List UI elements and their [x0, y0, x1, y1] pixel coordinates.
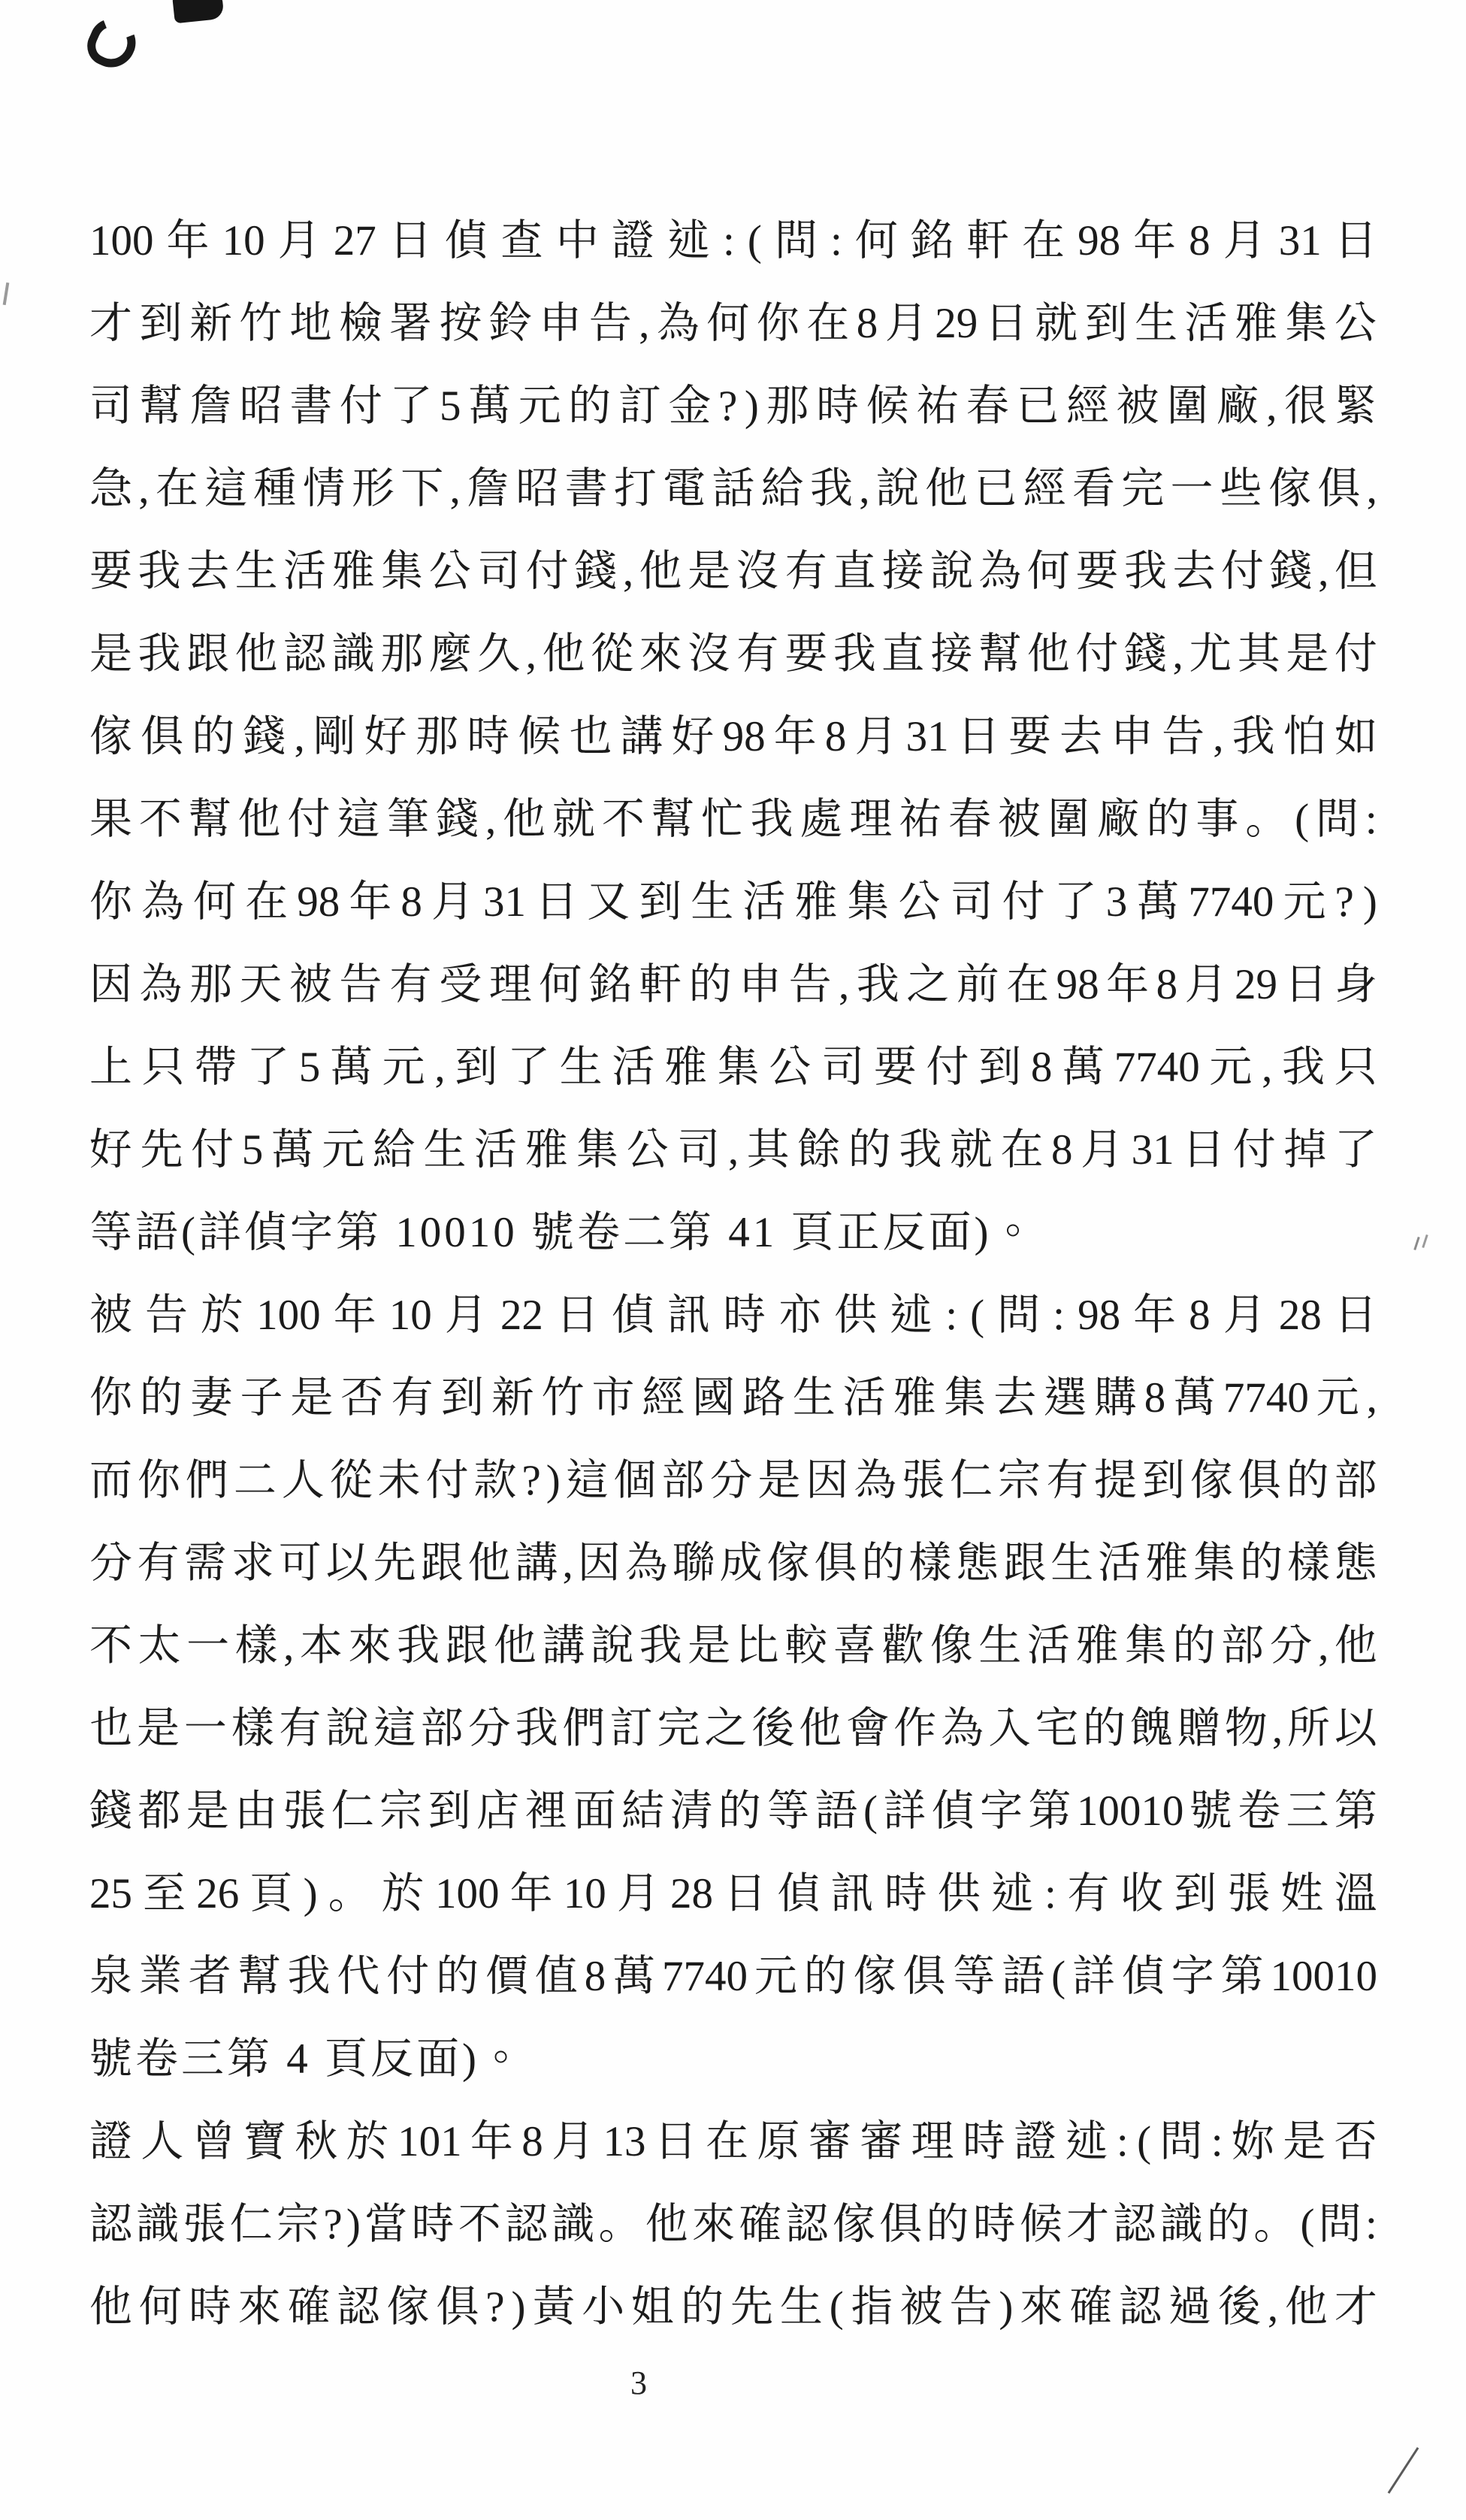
text-line: 急 , 在 這 種 情 形 下 , 詹 昭 書 打 電 話 給 我 , 說 他 已 經 看 完 一 些 傢 俱 ,	[89, 465, 1377, 512]
paragraph	[89, 1274, 1377, 2101]
text-line: 是 我 跟 他 認 識 那 麼 久 , 他 從 來 沒 有 要 我 直 接 幫 他 付 錢 , 尤 其 是 付	[89, 630, 1377, 678]
text-line: 才 到 新 竹 地 檢 署 按 鈴 申 告 , 為 何 你 在 8 月 29 日 就 到 生 活 雅 集 公	[89, 300, 1377, 347]
judgment-text	[89, 200, 1377, 2349]
scan-artifact-right-tick	[1422, 1234, 1428, 1248]
scan-artifact-right-tick	[1413, 1237, 1419, 1250]
scan-artifact-top-left-blob	[172, 0, 224, 23]
text-line: 他 何 時 來 確 認 傢 俱 ? ) 黃 小 姐 的 先 生 ( 指 被 告 ) 來 確 認 過 後 , 他 才	[89, 2283, 1377, 2331]
text-line: 分 有 需 求 可 以 先 跟 他 講 , 因 為 聯 成 傢 俱 的 樣 態 跟 生 活 雅 集 的 樣 態	[89, 1539, 1377, 1587]
text-line: 等語(詳偵字第 10010 號卷二第 41 頁正反面)。	[89, 1209, 1038, 1256]
page-number: 3	[630, 2364, 647, 2401]
text-line: 25 至 26 頁 ) 。 於 100 年 10 月 28 日 偵 訊 時 供 述 : 有 收 到 張 姓 溫	[89, 1870, 1377, 1917]
text-line: 因 為 那 天 被 告 有 受 理 何 銘 軒 的 申 告 , 我 之 前 在 98 年 8 月 29 日 身	[89, 961, 1377, 1008]
text-line: 你 的 妻 子 是 否 有 到 新 竹 市 經 國 路 生 活 雅 集 去 選 購 8 萬 7740 元 ,	[89, 1374, 1377, 1422]
text-line: 果 不 幫 他 付 這 筆 錢 , 他 就 不 幫 忙 我 處 理 祐 春 被 圍 廠 的 事 。 ( 問 :	[89, 796, 1377, 843]
text-line: 被 告 於 100 年 10 月 22 日 偵 訊 時 亦 供 述 : ( 問 : 98 年 8 月 28 日	[89, 1292, 1377, 1339]
text-line: 錢 都 是 由 張 仁 宗 到 店 裡 面 結 清 的 等 語 ( 詳 偵 字 第 10010 號 卷 三 第	[89, 1787, 1377, 1835]
paragraph	[89, 2101, 1377, 2349]
text-line: 司 幫 詹 昭 書 付 了 5 萬 元 的 訂 金 ? ) 那 時 候 祐 春 已 經 被 圍 廠 , 很 緊	[89, 382, 1377, 430]
text-line: 證 人 曾 寶 秋 於 101 年 8 月 13 日 在 原 審 審 理 時 證 述 : ( 問 : 妳 是 否	[89, 2118, 1377, 2165]
text-line: 也 是 一 樣 有 說 這 部 分 我 們 訂 完 之 後 他 會 作 為 入 宅 的 餽 贈 物 , 所 以	[89, 1705, 1377, 1752]
scan-artifact-bottom-right-slash	[1388, 2447, 1419, 2494]
text-line: 傢 俱 的 錢 , 剛 好 那 時 候 也 講 好 98 年 8 月 31 日 要 去 申 告 , 我 怕 如	[89, 713, 1377, 760]
paragraph	[89, 200, 1377, 1274]
text-line: 你 為 何 在 98 年 8 月 31 日 又 到 生 活 雅 集 公 司 付 了 3 萬 7740 元 ? )	[89, 878, 1377, 926]
scan-artifact-top-left-hook	[81, 12, 144, 75]
text-line: 100 年 10 月 27 日 偵 查 中 證 述 : ( 問 : 何 銘 軒 在 98 年 8 月 31 日	[89, 217, 1377, 264]
text-line: 上 只 帶 了 5 萬 元 , 到 了 生 活 雅 集 公 司 要 付 到 8 萬 7740 元 , 我 只	[89, 1044, 1377, 1091]
text-line: 號卷三第 4 頁反面)。	[89, 2035, 525, 2083]
text-line: 好 先 付 5 萬 元 給 生 活 雅 集 公 司 , 其 餘 的 我 就 在 8 月 31 日 付 掉 了	[89, 1126, 1377, 1174]
scan-artifact-left-edge	[3, 283, 10, 305]
text-line: 要 我 去 生 活 雅 集 公 司 付 錢 , 他 是 沒 有 直 接 說 為 何 要 我 去 付 錢 , 但	[89, 548, 1377, 595]
text-line: 不 太 一 樣 , 本 來 我 跟 他 講 說 我 是 比 較 喜 歡 像 生 活 雅 集 的 部 分 , 他	[89, 1622, 1377, 1669]
text-line: 認 識 張 仁 宗 ? ) 當 時 不 認 識 。 他 來 確 認 傢 俱 的 時 候 才 認 識 的 。 ( 問 :	[89, 2201, 1377, 2248]
text-line: 泉 業 者 幫 我 代 付 的 價 值 8 萬 7740 元 的 傢 俱 等 語 ( 詳 偵 字 第 10010	[89, 1953, 1377, 2000]
text-line: 而 你 們 二 人 從 未 付 款 ? ) 這 個 部 分 是 因 為 張 仁 宗 有 提 到 傢 俱 的 部	[89, 1457, 1377, 1504]
